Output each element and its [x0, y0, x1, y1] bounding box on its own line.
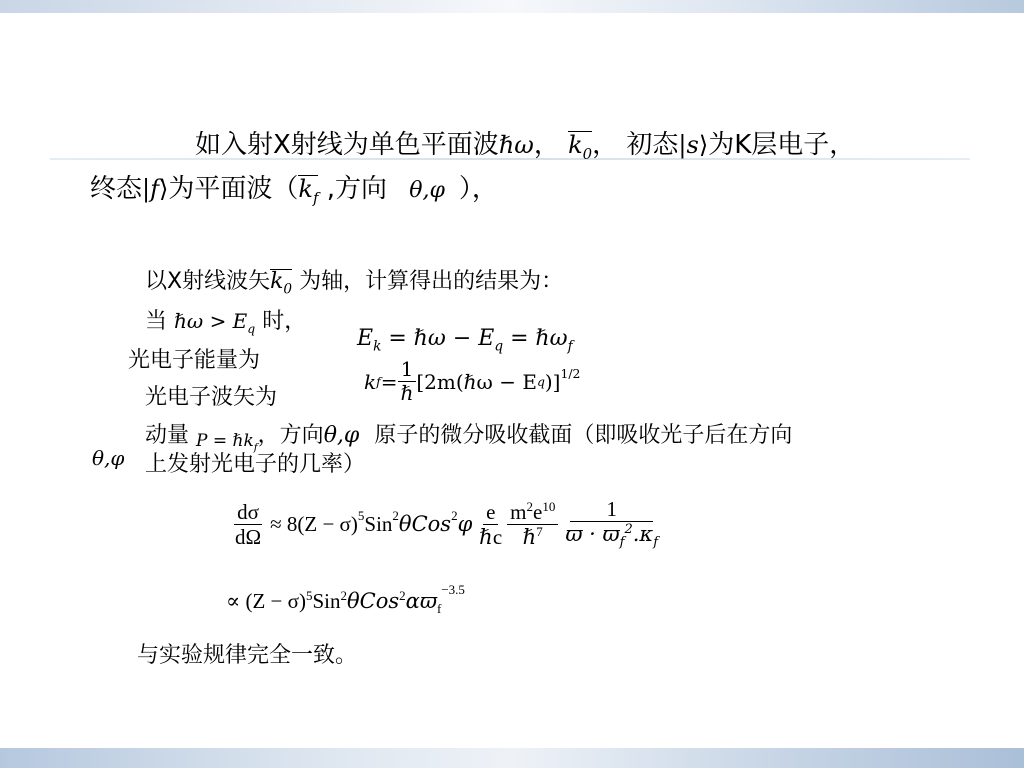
s-symbol: s: [686, 131, 699, 159]
energy-rhs-2: = ℏω: [503, 326, 568, 351]
energy-condition: [174, 309, 256, 336]
prop-cos: θCos: [347, 589, 400, 613]
wave-label: 光电子波矢为: [145, 385, 278, 410]
energy-equation: [357, 326, 573, 354]
energy-label: 光电子能量为: [128, 348, 261, 373]
prop-term: ∝ (Z − σ): [226, 589, 306, 613]
probability-text: 上发射光电子的几率）: [145, 452, 366, 477]
fraction-1: [476, 500, 505, 549]
f2-e: e: [533, 499, 543, 524]
eq-subscript: q: [494, 338, 504, 355]
cross-section-formula: [232, 497, 661, 551]
intro-text-1: 如入射X射线为单色平面波: [195, 130, 499, 160]
wave-eq-subscript: q: [536, 374, 545, 389]
f3-den-tail: .κ: [632, 522, 654, 547]
k0-axis-symbol: k: [270, 269, 284, 294]
conclusion-text: 与实验规律完全一致。: [137, 643, 358, 668]
k0-subscript: 0: [582, 144, 593, 163]
f2-m-exp: 2: [526, 498, 534, 514]
lhs-fraction: [232, 500, 264, 549]
f2-e-exp: 10: [542, 498, 556, 514]
prop-exp: 5: [305, 588, 313, 603]
p-formula: P = ℏk: [196, 431, 254, 451]
frac-num: 1: [398, 358, 417, 382]
f3-den-sub: f: [619, 535, 625, 551]
wave-bracket-end: )]: [544, 369, 561, 394]
k0-vector: [568, 131, 592, 162]
intro-text-2-end: ），: [458, 174, 498, 204]
momentum-angle: θ,φ: [323, 423, 360, 448]
equals: =: [380, 369, 398, 394]
energy-rhs-1: = ℏω − E: [381, 326, 495, 351]
bottom-decor-band: [0, 748, 1024, 768]
kf-eq-subscript: f: [376, 374, 381, 389]
sin-term: Sin: [364, 511, 393, 536]
body-line-2: [145, 304, 306, 336]
k0-axis-vector: [270, 269, 292, 297]
proportional-formula: [226, 582, 465, 617]
theta-phi: θ,φ: [409, 178, 445, 203]
one-over-hbar: [397, 358, 416, 405]
f2-hbar-exp: 7: [536, 523, 543, 539]
direction-label: ,方向: [318, 174, 387, 204]
condition-formula: ℏω > E: [174, 309, 248, 333]
f3-num: 1: [570, 497, 653, 522]
hbar-omega: ℏω: [498, 131, 534, 159]
sin-exp: 2: [392, 508, 399, 524]
wave-bracket: [2m(ℏω − E: [416, 369, 537, 394]
prop-tail: αϖ: [405, 589, 437, 613]
f2-hbar: ℏ: [522, 524, 537, 549]
ek-symbol: E: [357, 326, 374, 351]
kf-eq-symbol: k: [364, 369, 377, 394]
comma: ，: [533, 130, 560, 160]
intro-line-2: [90, 168, 498, 206]
condition-subscript: q: [247, 321, 256, 336]
when-text: 当: [145, 309, 168, 334]
approx-term: ≈ 8(Z − σ): [270, 511, 358, 536]
final-state-ket: |f⟩: [142, 175, 169, 203]
omega-f-subscript: f: [567, 338, 573, 355]
prop-tail-sub: f: [436, 601, 442, 617]
f3-den: [562, 522, 661, 551]
kf-subscript: f: [312, 188, 319, 207]
frac-den: ℏ: [400, 381, 414, 405]
momentum-label: 动量: [145, 423, 190, 448]
k0-symbol: k: [568, 131, 583, 159]
f2-num: [507, 500, 558, 525]
top-decor-band: [0, 0, 1024, 13]
theta-phi-margin: θ,φ: [92, 446, 125, 470]
f1-num: e: [483, 500, 498, 525]
cos-exp: 2: [451, 508, 458, 524]
kf-vector: [298, 175, 318, 206]
plane-wave-text: 为平面波（: [168, 174, 299, 204]
intro-line-1: [195, 124, 855, 162]
fraction-3: [562, 497, 661, 551]
phi-term: φ: [457, 512, 473, 537]
intro-text-1-end: 为K层电子，: [708, 130, 856, 160]
axis-text: 以X射线波矢: [145, 269, 271, 294]
initial-state-ket: |s⟩: [678, 131, 709, 159]
final-state-label: 终态: [90, 174, 143, 204]
fraction-2: [507, 500, 558, 549]
f3-den-exp: 2: [624, 522, 633, 538]
p-subscript: f: [253, 441, 258, 454]
initial-state-label: ， 初态: [592, 130, 679, 160]
lhs-den: dΩ: [235, 524, 262, 549]
f3-den-main: ϖ · ϖ: [565, 522, 620, 547]
momentum-line: [145, 418, 793, 454]
f2-den: [520, 525, 546, 549]
lhs-num: dσ: [234, 500, 262, 525]
wave-exponent: 1/2: [560, 366, 581, 381]
f1-den: ℏc: [479, 524, 503, 549]
f2-m: m: [510, 499, 527, 524]
approx-exp: 5: [357, 508, 365, 524]
ek-subscript: k: [373, 338, 382, 355]
result-text: 为轴，计算得出的结果为：: [299, 269, 564, 294]
wave-equation: [364, 358, 580, 405]
time-text: 时，: [262, 309, 307, 334]
prop-tail-exp: −3.5: [441, 582, 465, 597]
f3-den-tail-sub: f: [653, 535, 659, 551]
k0-axis-subscript: 0: [283, 281, 293, 298]
f-symbol: f: [150, 175, 159, 203]
prop-sin-exp: 2: [340, 588, 347, 603]
kf-symbol: k: [298, 175, 313, 203]
prop-sin: Sin: [312, 589, 341, 613]
cos-term: θCos: [398, 512, 452, 537]
body-line-1: [145, 264, 563, 297]
direction-text: ，方向: [257, 423, 324, 448]
cross-section-text: 原子的微分吸收截面（即吸收光子后在方向: [374, 423, 793, 448]
prop-cos-exp: 2: [399, 588, 406, 603]
